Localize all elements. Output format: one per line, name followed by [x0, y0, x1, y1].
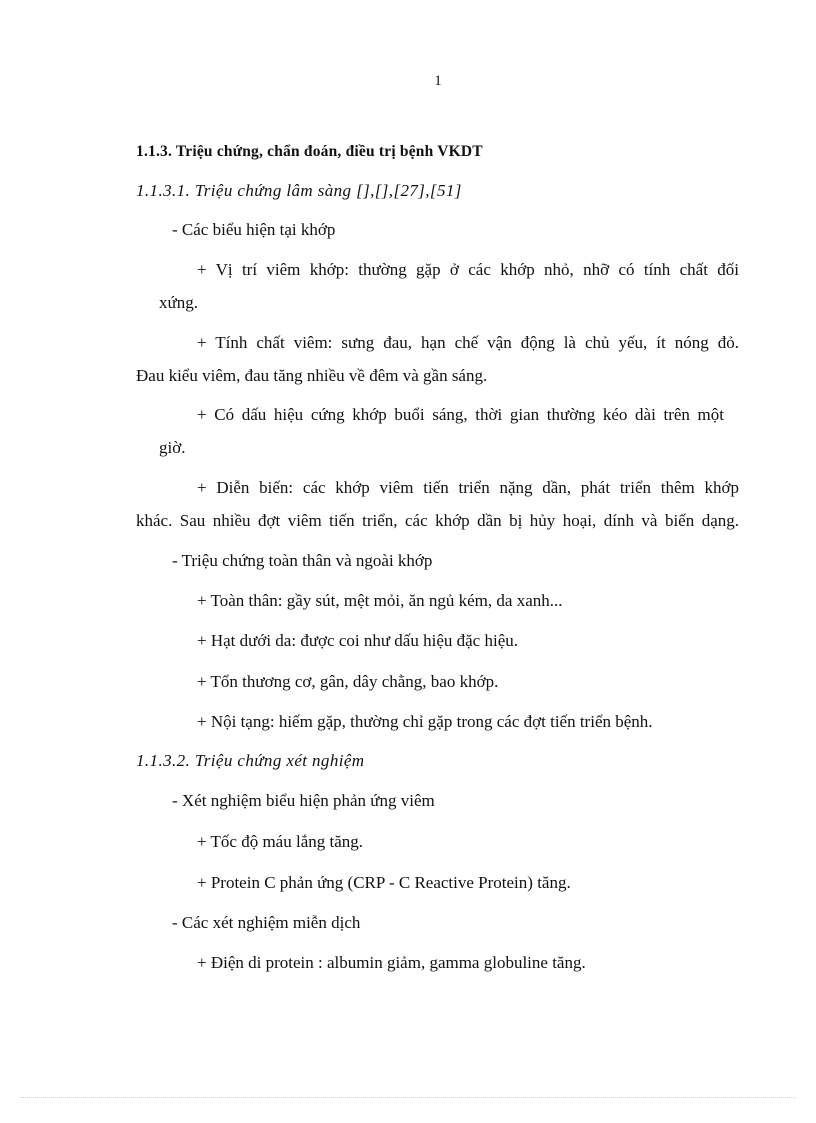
bullet-joint-manifestations: - Các biểu hiện tại khớp: [172, 220, 336, 239]
page-number: 1: [434, 73, 442, 89]
item-inflammation-nature: + Tính chất viêm: sưng đau, hạn chế vận động là chủ yếu, ít nóng đỏ.: [197, 333, 739, 352]
item-systemic-general: + Toàn thân: gầy sút, mệt mỏi, ăn ngủ kém, da xanh...: [197, 591, 563, 610]
item-tissue-damage: + Tổn thương cơ, gân, dây chằng, bao khớp.: [197, 672, 499, 691]
item-morning-stiffness: + Có dấu hiệu cứng khớp buổi sáng, thời gian thường kéo dài trên một: [197, 405, 724, 424]
item-inflammation-nature-cont: Đau kiểu viêm, đau tăng nhiều về đêm và gần sáng.: [136, 366, 488, 385]
item-joint-location-cont: xứng.: [159, 293, 198, 312]
page-bottom-rule: [20, 1097, 796, 1098]
subsection-heading-clinical: 1.1.3.1. Triệu chứng lâm sàng [],[],[27],[51]: [136, 181, 462, 200]
item-esr: + Tốc độ máu lắng tăng.: [197, 832, 364, 851]
subsection-heading-lab: 1.1.3.2. Triệu chứng xét nghiệm: [136, 751, 365, 770]
item-protein-electrophoresis: + Điện di protein : albumin giảm, gamma globuline tăng.: [197, 953, 586, 972]
bullet-systemic-symptoms: - Triệu chứng toàn thân và ngoài khớp: [172, 551, 433, 570]
item-internal-organs: + Nội tạng: hiếm gặp, thường chỉ gặp trong các đợt tiến triển bệnh.: [197, 712, 653, 731]
item-progression: + Diễn biến: các khớp viêm tiến triển nặng dần, phát triển thêm khớp: [197, 478, 739, 497]
section-heading: 1.1.3. Triệu chứng, chẩn đoán, điều trị bệnh VKDT: [136, 143, 483, 160]
item-progression-cont: khác. Sau nhiều đợt viêm tiến triển, các khớp dần bị hủy hoại, dính và biến dạng.: [136, 511, 739, 530]
bullet-inflammation-tests: - Xét nghiệm biểu hiện phản ứng viêm: [172, 791, 435, 810]
item-subcutaneous-nodules: + Hạt dưới da: được coi như dấu hiệu đặc hiệu.: [197, 631, 518, 650]
item-crp: + Protein C phản ứng (CRP - C Reactive Protein) tăng.: [197, 873, 571, 892]
item-joint-location: + Vị trí viêm khớp: thường gặp ở các khớp nhỏ, nhỡ có tính chất đối: [197, 260, 739, 279]
bullet-immune-tests: - Các xét nghiệm miễn dịch: [172, 913, 361, 932]
item-morning-stiffness-cont: giờ.: [159, 438, 186, 457]
